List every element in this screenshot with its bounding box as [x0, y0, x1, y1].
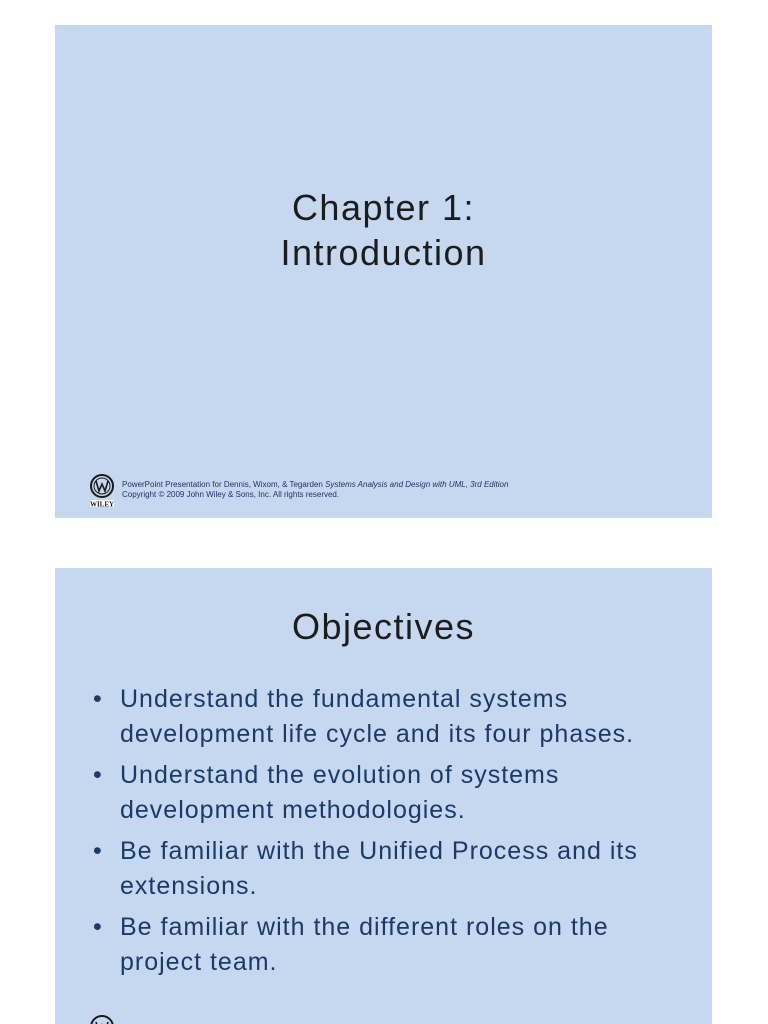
bullet-icon: •	[93, 913, 103, 941]
wiley-logo-icon	[87, 473, 117, 509]
list-item	[93, 910, 693, 980]
bullet-text-line1: Be familiar with the different roles on the	[120, 913, 609, 941]
chapter-title-line2: Introduction	[280, 232, 487, 273]
bullet-text-line1: Understand the fundamental systems	[120, 685, 569, 713]
wiley-logo-icon	[87, 1014, 117, 1024]
bullet-icon: •	[93, 837, 103, 865]
objectives-list	[93, 682, 693, 986]
bullet-text-line2: development methodologies.	[120, 796, 466, 824]
slide-chapter-title	[55, 25, 712, 518]
bullet-text-line1: Understand the evolution of systems	[120, 761, 560, 789]
list-item	[93, 682, 693, 752]
bullet-text-line1: Be familiar with the Unified Process and its	[120, 837, 638, 865]
bullet-text-line2: extensions.	[120, 872, 258, 900]
bullet-icon: •	[93, 761, 103, 789]
chapter-title-line1: Chapter 1:	[291, 187, 476, 228]
footer-credit-line	[122, 480, 508, 490]
footer-book-title: Systems Analysis and Design with UML, 3rd Edition	[325, 480, 509, 489]
bullet-icon: •	[93, 685, 103, 713]
footer-text	[122, 480, 508, 500]
footer-copyright: Copyright © 2009 John Wiley & Sons, Inc. All rights reserved.	[122, 490, 340, 499]
list-item	[93, 834, 693, 904]
chapter-title	[55, 185, 712, 275]
slide-footer	[87, 473, 687, 509]
list-item	[93, 758, 693, 828]
objectives-title: Objectives	[291, 606, 476, 647]
bullet-text-line2: development life cycle and its four phases.	[120, 720, 635, 748]
logo-wordmark: WILEY	[89, 500, 115, 509]
bullet-text-line2: project team.	[120, 948, 278, 976]
footer-credit-prefix: PowerPoint Presentation for Dennis, Wixom, & Tegarden	[122, 480, 326, 489]
slide-objectives	[55, 568, 712, 1024]
